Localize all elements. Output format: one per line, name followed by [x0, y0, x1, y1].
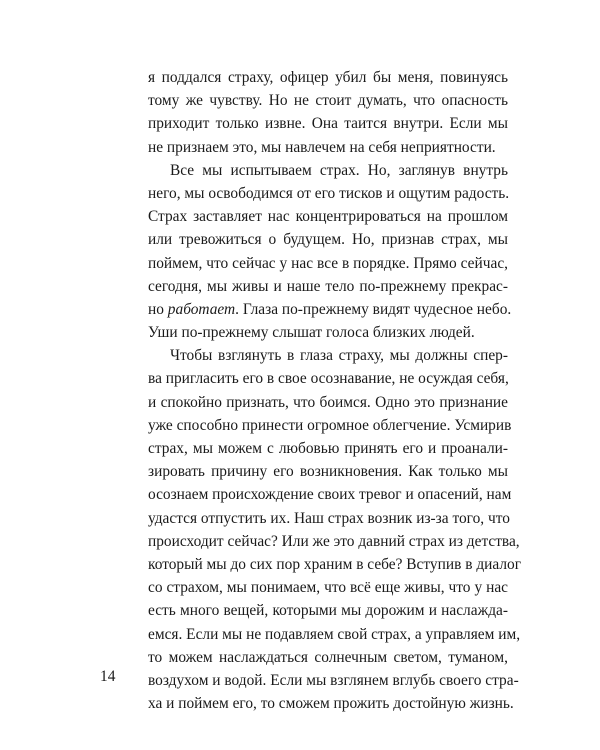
text-line: него, мы освободимся от его тисков и ощутим радость.	[148, 184, 510, 202]
paragraph-first-line: Чтобы взглянуть в глаза страху, мы должны спер-	[170, 347, 508, 365]
text-line-with-emphasis	[148, 298, 512, 321]
text-line: происходит сейчас? Или же это давний страх из детства,	[148, 532, 520, 550]
text-line: страх, мы можем с любовью принять его и проанали-	[148, 440, 508, 457]
text-fragment: . Глаза по-прежнему видят чудесное небо.	[235, 300, 512, 318]
text-line: ха и поймем его, то сможем прожить достойную жизнь.	[148, 695, 514, 713]
text-line: емся. Если мы не подавляем свой страх, а управляем им,	[148, 625, 521, 643]
text-line: воздухом и водой. Если мы взглянем вглубь своего стра-	[148, 671, 519, 689]
text-line: зировать причину его возникновения. Как только мы	[148, 463, 508, 481]
text-line: я поддался страху, офицер убил бы меня, повинуясь	[148, 69, 508, 86]
text-line: или тревожиться о будущем. Но, признав страх, мы	[148, 231, 508, 249]
text-line: ва пригласить его в свое осознавание, не осуждая себя,	[148, 370, 509, 388]
text-line: есть много вещей, которыми мы дорожим и наслажда-	[148, 602, 508, 620]
text-line: осознаем происхождение своих тревог и опасений, нам	[148, 486, 512, 504]
page-number: 14	[100, 668, 116, 685]
text-line: Страх заставляет нас концентрироваться на прошлом	[148, 208, 508, 226]
text-line: который мы до сих пор храним в себе? Вступив в диалог	[148, 555, 522, 573]
text-line: поймем, что сейчас у нас все в порядке. Прямо сейчас,	[148, 254, 508, 272]
book-page-text	[148, 66, 522, 715]
text-line: и спокойно признать, что боимся. Одно это признание	[148, 393, 508, 411]
text-line: Уши по-прежнему слышат голоса близких людей.	[148, 324, 475, 342]
text-line: удастся отпустить их. Наш страх возник из-за того, что	[148, 509, 510, 527]
text-line: то можем наслаждаться солнечным светом, туманом,	[148, 648, 508, 666]
text-fragment: но	[148, 300, 164, 318]
emphasis-text: работает	[167, 300, 236, 318]
paragraph-first-line: Все мы испытываем страх. Но, заглянув внутрь	[170, 161, 508, 179]
text-line: сегодня, мы живы и наше тело по-прежнему прекрас-	[148, 277, 508, 295]
text-line: приходит только извне. Она таится внутри. Если мы	[148, 115, 508, 133]
text-line: уже способно принести огромное облегчение. Усмирив	[148, 416, 512, 434]
text-line: со страхом, мы понимаем, что всё еще живы, что у нас	[148, 579, 508, 597]
text-line: не признаем это, мы навлечем на себя неприятности.	[148, 138, 496, 156]
text-line: тому же чувству. Но не стоит думать, что опасность	[148, 92, 508, 110]
